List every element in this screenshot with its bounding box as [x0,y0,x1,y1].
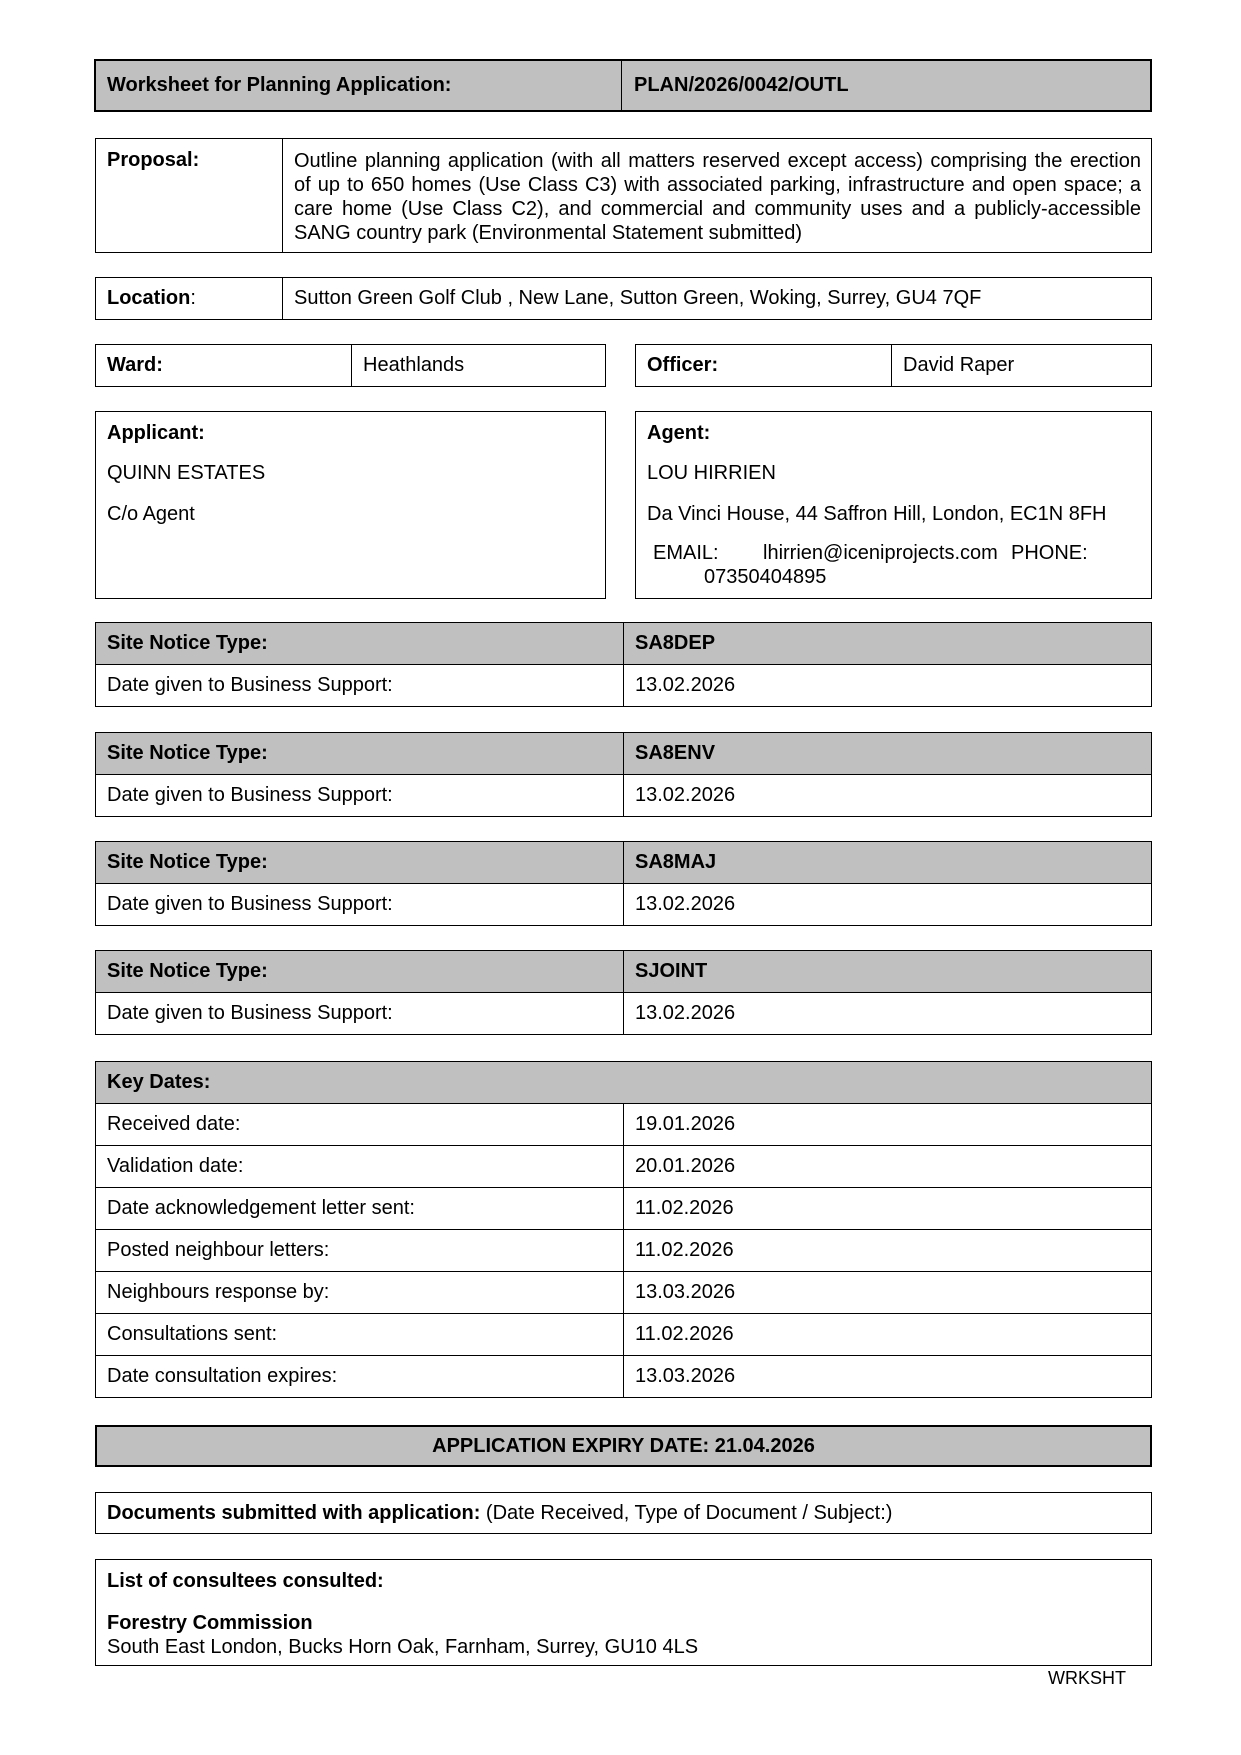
site-notice-date-value: 13.02.2026 [624,884,1152,926]
site-notice-date-label: Date given to Business Support: [96,993,624,1035]
proposal-box [95,138,1152,253]
proposal-label: Proposal: [107,149,200,171]
key-date-row [96,1146,1152,1188]
location-label-colon: : [190,287,196,309]
site-notice-date-row [96,775,1152,817]
applicant-label: Applicant: [107,422,205,444]
key-date-row [96,1230,1152,1272]
site-notice-type-value: SJOINT [624,951,1152,993]
consultees-box [95,1559,1152,1666]
site-notice-type-row [96,623,1152,665]
key-date-label: Consultations sent: [96,1314,624,1356]
site-notice-date-label: Date given to Business Support: [96,665,624,707]
applicant-address: C/o Agent [107,503,195,525]
site-notice-date-value: 13.02.2026 [624,665,1152,707]
key-date-value: 11.02.2026 [624,1314,1152,1356]
consultee-name: Forestry Commission [107,1612,313,1634]
site-notice-type-label: Site Notice Type: [96,842,624,884]
key-date-label: Validation date: [96,1146,624,1188]
key-date-label: Neighbours response by: [96,1272,624,1314]
site-notice-table [95,622,1152,707]
officer-label: Officer: [647,354,719,376]
key-dates-header-row [96,1062,1152,1104]
site-notice-table [95,841,1152,926]
key-date-row [96,1314,1152,1356]
site-notice-date-value: 13.02.2026 [624,993,1152,1035]
worksheet-header [94,59,1152,112]
site-notice-type-row [96,951,1152,993]
location-box [95,277,1152,320]
agent-name: LOU HIRRIEN [647,462,776,484]
site-notice-type-row [96,842,1152,884]
documents-line [96,1493,1151,1533]
applicant-box [95,411,606,599]
key-date-row [96,1104,1152,1146]
agent-box [635,411,1152,599]
agent-email: lhirrien@iceniprojects.com [763,542,998,564]
applicant-name: QUINN ESTATES [107,462,266,484]
location-label-text: Location [107,287,191,309]
key-date-value: 11.02.2026 [624,1188,1152,1230]
agent-address: Da Vinci House, 44 Saffron Hill, London, EC1N 8FH [647,503,1107,525]
key-date-value: 13.03.2026 [624,1272,1152,1314]
application-expiry-date: APPLICATION EXPIRY DATE: 21.04.2026 [432,1434,815,1457]
agent-phone-label: PHONE: [1011,542,1088,564]
site-notice-type-label: Site Notice Type: [96,623,624,665]
proposal-text: Outline planning application (with all matters reserved except access) comprising the erection of up to 650 homes (Use Class C3) with associated parking, infrastructure and open space; a care home (Use Class C2), and commercial and community uses and a publicly-accessible SANG country park (Environmental Statement submitted) [294,150,1141,244]
site-notice-type-value: SA8MAJ [624,842,1152,884]
site-notice-type-value: SA8ENV [624,733,1152,775]
key-date-row [96,1188,1152,1230]
key-date-label: Received date: [96,1104,624,1146]
key-date-value: 13.03.2026 [624,1356,1152,1398]
site-notice-date-row [96,884,1152,926]
site-notice-type-value: SA8DEP [624,623,1152,665]
location-value: Sutton Green Golf Club , New Lane, Sutton Green, Woking, Surrey, GU4 7QF [294,287,982,309]
documents-note: (Date Received, Type of Document / Subject:) [485,1501,893,1524]
footer-code: WRKSHT [1048,1668,1126,1688]
key-date-row [96,1356,1152,1398]
documents-box [95,1492,1152,1534]
location-label [96,278,282,319]
key-date-label: Posted neighbour letters: [96,1230,624,1272]
key-dates-title: Key Dates: [96,1062,1152,1104]
documents-label: Documents submitted with application: [107,1501,481,1524]
consultees-label: List of consultees consulted: [107,1570,384,1592]
agent-phone: 07350404895 [704,566,827,588]
agent-label: Agent: [647,422,711,444]
officer-value: David Raper [903,354,1015,376]
site-notice-type-label: Site Notice Type: [96,951,624,993]
site-notice-type-row [96,733,1152,775]
ward-label: Ward: [107,354,163,376]
site-notice-table [95,950,1152,1035]
ward-value: Heathlands [363,354,465,376]
site-notice-date-row [96,665,1152,707]
site-notice-table [95,732,1152,817]
key-date-label: Date consultation expires: [96,1356,624,1398]
key-date-value: 19.01.2026 [624,1104,1152,1146]
key-date-value: 20.01.2026 [624,1146,1152,1188]
key-date-label: Date acknowledgement letter sent: [96,1188,624,1230]
site-notice-type-label: Site Notice Type: [96,733,624,775]
site-notice-date-label: Date given to Business Support: [96,775,624,817]
officer-box [635,344,1152,387]
ward-box [95,344,606,387]
site-notice-date-value: 13.02.2026 [624,775,1152,817]
consultee-address: South East London, Bucks Horn Oak, Farnham, Surrey, GU10 4LS [107,1636,699,1658]
application-reference: PLAN/2026/0042/OUTL [634,74,849,96]
site-notice-date-label: Date given to Business Support: [96,884,624,926]
site-notice-date-row [96,993,1152,1035]
key-dates-table [95,1061,1152,1398]
key-date-value: 11.02.2026 [624,1230,1152,1272]
application-expiry-box [95,1425,1152,1467]
worksheet-header-label: Worksheet for Planning Application: [107,74,452,96]
key-date-row [96,1272,1152,1314]
agent-email-label: EMAIL: [653,542,719,564]
